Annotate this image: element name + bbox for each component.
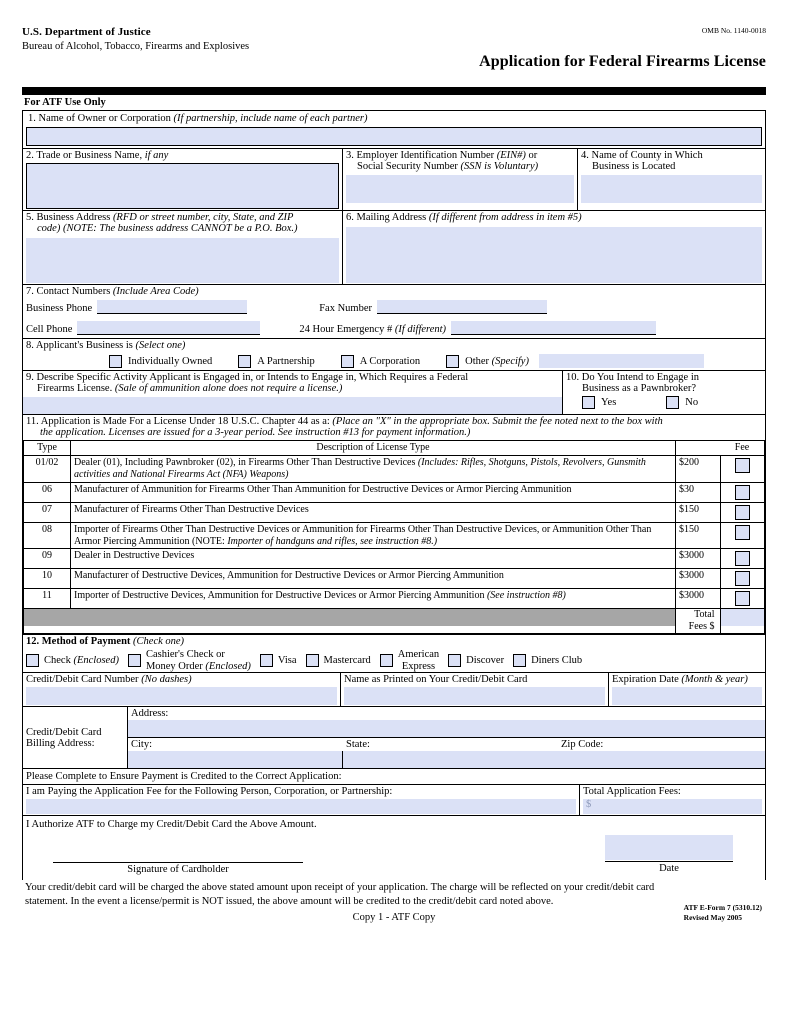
paying-for-input[interactable] [26, 799, 576, 814]
form-header [22, 26, 766, 78]
checkbox-payment-discover[interactable] [448, 654, 461, 667]
header-rule [22, 87, 766, 95]
item-10-label-line1 [566, 372, 762, 383]
item-6-mailing-address [343, 211, 765, 284]
item-3-hint: (EIN#) [496, 150, 526, 162]
payment-option-visa[interactable] [260, 654, 297, 667]
item-8-other-input[interactable] [539, 354, 704, 368]
table-row [24, 502, 765, 522]
cell-phone-input[interactable] [77, 321, 260, 335]
col-header-description: Description of License Type [71, 441, 676, 456]
item-7-row-2 [26, 321, 762, 335]
billing-address-block [23, 706, 765, 769]
item-1-number: 1. [28, 113, 36, 124]
license-fee-08: $150 [676, 522, 721, 549]
item-2-label [26, 150, 339, 161]
item-9-hint: (Sale of ammunition alone does not require a license.) [114, 383, 343, 395]
license-type-10: 10 [24, 569, 71, 589]
state-label: State: [346, 739, 370, 751]
zip-input[interactable] [558, 751, 765, 768]
table-row [24, 569, 765, 589]
desc-text: Importer of Destructive Devices, Ammunition for Destructive Devices or Armor Piercing Ammunition [74, 590, 487, 602]
item-1-name-of-owner [23, 111, 765, 149]
license-desc-07: Manufacturer of Firearms Other Than Destructive Devices [71, 502, 676, 522]
state-input[interactable] [343, 751, 558, 768]
label-payment-american-express [398, 649, 439, 672]
item-11-text: Application is Made For a License Under 18 U.S.C. Chapter 44 as a: [40, 416, 330, 428]
table-row [24, 522, 765, 549]
omb-number: OMB No. 1140-0018 [701, 26, 766, 35]
item-5-number: 5. [26, 212, 34, 224]
form-body [22, 111, 766, 880]
payment-option-american-express[interactable] [380, 649, 439, 672]
item-7-text: Contact Numbers [36, 286, 111, 298]
checkbox-license-11[interactable] [735, 591, 750, 606]
item-9-activity [23, 371, 563, 414]
item-9-input[interactable] [23, 397, 562, 414]
checkbox-payment-check[interactable] [26, 654, 39, 667]
license-type-07: 07 [24, 502, 71, 522]
item-5-input[interactable] [26, 238, 339, 283]
label-line2: Express [401, 660, 436, 672]
form-id-line1: ATF E-Form 7 (5310.12) [683, 903, 762, 913]
disclaimer-line1: Your credit/debit card will be charged the above stated amount upon receipt of your application. The charge will be reflected on your credit/debit card [25, 882, 655, 894]
license-type-09: 09 [24, 549, 71, 569]
label-italic: (Month & year) [681, 674, 748, 686]
license-type-0102: 01/02 [24, 456, 71, 483]
label-italic: (No dashes) [141, 674, 192, 686]
checkbox-payment-diners-club[interactable] [513, 654, 526, 667]
item-12-hint: (Check one) [133, 635, 185, 647]
item-10-options [566, 396, 762, 409]
agency-department: U.S. Department of Justice [22, 26, 151, 38]
item-11-label-line1 [26, 416, 762, 427]
license-checkbox-cell-10[interactable] [720, 569, 765, 589]
checkbox-payment-visa[interactable] [260, 654, 273, 667]
payment-option-check[interactable] [26, 654, 119, 667]
business-phone-label: Business Phone [26, 303, 93, 315]
total-application-fees-label: Total Application Fees: [583, 786, 681, 798]
item-8-text: Applicant's Business is [35, 340, 133, 352]
card-name-label: Name as Printed on Your Credit/Debit Card [344, 674, 528, 686]
street-address-label: Address: [131, 708, 169, 720]
license-table-header-row [24, 441, 765, 456]
emergency-number-hint: (If different) [394, 324, 447, 336]
item-6-label [346, 212, 762, 223]
card-number-input[interactable] [26, 687, 337, 705]
paying-for-row [23, 785, 765, 816]
total-fees-input[interactable] [721, 609, 765, 626]
city-label: City: [131, 739, 153, 751]
col-header-fee-spacer [676, 441, 721, 456]
item-7-contact-numbers [23, 285, 765, 339]
item-3-text-b: Social Security Number [357, 161, 458, 173]
page-title: Application for Federal Firearms License [479, 53, 766, 70]
footer-disclaimer [22, 880, 766, 908]
gray-block [24, 609, 675, 626]
checkbox-pawnbroker-no[interactable] [666, 396, 679, 409]
checkbox-a-partnership[interactable] [238, 355, 251, 368]
card-name-input[interactable] [344, 687, 605, 705]
billing-label-line2: Billing Address: [26, 737, 95, 749]
license-type-06: 06 [24, 482, 71, 502]
item-5-text: Business Address [36, 212, 111, 224]
item-2-hint: if any [144, 150, 169, 162]
item-11-hint-a: (Place an "X" in the appropriate box. Submit the fee noted next to the box with [332, 416, 663, 428]
license-fee-11: $3000 [676, 589, 721, 609]
zip-label: Zip Code: [561, 739, 604, 751]
copy-label: Copy 1 - ATF Copy [352, 912, 436, 924]
checkbox-other[interactable] [446, 355, 459, 368]
item-1-hint: (If partnership, include name of each partner) [173, 113, 368, 124]
table-row [24, 482, 765, 502]
checkbox-license-08[interactable] [735, 525, 750, 540]
item-8-options [26, 354, 762, 368]
table-row [24, 549, 765, 569]
item-4-input[interactable] [581, 175, 762, 203]
license-desc-06: Manufacturer of Ammunition for Firearms Other Than Ammunition for Destructive Devices or Armor Piercing Ammunition [71, 482, 676, 502]
checkbox-license-06[interactable] [735, 485, 750, 500]
item-9-label-line1 [26, 372, 559, 383]
item-3-text: Employer Identification Number [356, 150, 495, 162]
checkbox-a-corporation[interactable] [341, 355, 354, 368]
item-4-county [578, 149, 765, 210]
item-3-or: or [528, 150, 538, 162]
billing-address-fields [128, 707, 765, 768]
item-5-label-line1 [26, 212, 339, 223]
item-2-input[interactable] [26, 163, 339, 209]
footer-copy-line [22, 903, 766, 924]
card-name-cell [341, 673, 609, 706]
item-2-text: Trade or Business Name, [36, 150, 143, 162]
item-6-number: 6. [346, 212, 354, 224]
emergency-number-input[interactable] [451, 321, 656, 335]
label-payment-diners-club: Diners Club [531, 654, 583, 666]
date-line [605, 861, 733, 862]
license-fee-09: $3000 [676, 549, 721, 569]
label-payment-cashiers-check [146, 649, 251, 672]
item-6-input[interactable] [346, 227, 762, 283]
item-7-label [26, 286, 762, 297]
item-10-pawnbroker [563, 371, 765, 414]
atf-use-only-label: For ATF Use Only [22, 95, 766, 111]
license-type-08: 08 [24, 522, 71, 549]
label-other-hint: (Specify) [491, 355, 529, 367]
payment-option-mastercard[interactable] [306, 654, 371, 667]
city-state-zip-inputs [128, 751, 765, 768]
item-9-label-line2 [26, 383, 559, 394]
total-application-fees-input[interactable]: $ [583, 799, 762, 814]
item-8-business-type [23, 339, 765, 371]
emergency-number-label [299, 324, 446, 335]
signature-area [23, 832, 765, 880]
item-7-row-1 [26, 300, 762, 314]
total-fees-row [24, 609, 765, 634]
label-payment-visa: Visa [277, 654, 297, 666]
item-12-text: Method of Payment [41, 635, 131, 647]
item-12-label [26, 636, 762, 647]
checkbox-individually-owned[interactable] [109, 355, 122, 368]
items-2-3-4-row [23, 149, 765, 211]
total-fees-gray-cell [24, 609, 676, 634]
label-line2-italic: (Enclosed) [205, 660, 251, 672]
checkbox-payment-mastercard[interactable] [306, 654, 319, 667]
label-individually-owned[interactable]: Individually Owned [128, 355, 213, 367]
item-10-label-line2: Business as a Pawnbroker? [582, 383, 697, 395]
paying-for-cell [23, 785, 580, 815]
items-5-6-row [23, 211, 765, 285]
emergency-number-text: 24 Hour Emergency # [299, 324, 393, 336]
item-3-hint-b: (SSN is Voluntary) [460, 161, 539, 173]
label-italic: (Enclosed) [73, 654, 119, 666]
card-expiration-label [612, 674, 762, 685]
signature-line [53, 862, 303, 863]
label-text: Check [44, 654, 74, 666]
item-4-label-line2: Business is Located [592, 161, 676, 173]
checkbox-license-09[interactable] [735, 551, 750, 566]
label-line1: American [397, 648, 440, 660]
item-1-text: Name of Owner or Corporation [38, 113, 171, 124]
license-fee-06: $30 [676, 482, 721, 502]
label-text: Credit/Debit Card Number [26, 674, 142, 686]
checkbox-payment-cashiers-check[interactable] [128, 654, 141, 667]
card-expiration-input[interactable] [612, 687, 762, 705]
item-3-ein [343, 149, 578, 210]
desc-text: Importer of Firearms Other Than Destructive Devices or Ammunition for Firearms Other Than Destructive Devices, or Ammunition Other Than Armor Piercing Ammunition (NOTE: [74, 523, 652, 547]
form-identifier [684, 903, 762, 923]
payment-option-diners-club[interactable] [513, 654, 582, 667]
desc-italic: Importer of handguns and rifles, see instruction #8.) [227, 535, 438, 547]
label-text: Expiration Date [612, 674, 682, 686]
license-desc-11 [71, 589, 676, 609]
item-11-license-type [23, 415, 765, 440]
signature-label: Signature of Cardholder [127, 864, 229, 876]
desc-text: Dealer (01), Including Pawnbroker (02), in Firearms Other Than Destructive Devices [74, 457, 418, 469]
item-3-label-line1 [346, 150, 574, 161]
item-7-number: 7. [26, 286, 34, 298]
item-9-text-b: Firearms License. [37, 383, 113, 395]
item-8-label [26, 340, 762, 351]
item-10-text: Do You Intend to Engage in [581, 372, 699, 384]
license-desc-10: Manufacturer of Destructive Devices, Ammunition for Destructive Devices or Armor Piercing Ammunition [71, 569, 676, 589]
label-a-partnership[interactable]: A Partnership [257, 355, 315, 367]
items-9-10-row [23, 371, 765, 415]
cell-phone-label: Cell Phone [26, 324, 73, 336]
license-fee-07: $150 [676, 502, 721, 522]
item-2-trade-name [23, 149, 343, 210]
label-a-corporation[interactable]: A Corporation [359, 355, 421, 367]
label-line2: Money Order [145, 660, 206, 672]
label-line1: Cashier's Check or [145, 648, 225, 660]
street-address-input[interactable] [128, 720, 765, 737]
card-details-row [23, 672, 765, 706]
item-6-hint: (If different from address in item #5) [428, 212, 582, 224]
payment-credit-notice: Please Complete to Ensure Payment is Credited to the Correct Application: [23, 769, 765, 785]
license-checkbox-cell-0102[interactable] [720, 456, 765, 483]
payment-option-discover[interactable] [448, 654, 504, 667]
form-sheet [22, 26, 766, 923]
item-11-number: 11. [26, 416, 39, 428]
city-input[interactable] [128, 751, 343, 768]
license-type-11: 11 [24, 589, 71, 609]
item-5-business-address [23, 211, 343, 284]
date-label: Date [659, 863, 679, 875]
license-desc-0102 [71, 456, 676, 483]
date-input[interactable] [605, 835, 733, 860]
city-state-zip-labels [128, 737, 765, 751]
license-fee-10: $3000 [676, 569, 721, 589]
item-12-method-of-payment [23, 634, 765, 672]
license-checkbox-cell-07[interactable] [720, 502, 765, 522]
item-8-number: 8. [26, 340, 34, 352]
item-7-hint: (Include Area Code) [112, 286, 199, 298]
license-fee-0102: $200 [676, 456, 721, 483]
label-other-text: Other [465, 355, 492, 367]
item-4-text: Name of County in Which [591, 150, 703, 162]
item-8-hint: (Select one) [135, 340, 186, 352]
item-6-text: Mailing Address [356, 212, 427, 224]
item-3-number: 3. [346, 150, 354, 162]
disclaimer-line2: statement. In the event a license/permit is NOT issued, the above amount will be credited to the credit/debit card noted above. [25, 895, 554, 907]
label-pawnbroker-no[interactable]: No [685, 397, 699, 409]
desc-italic: (See instruction #8) [486, 590, 566, 602]
license-desc-08 [71, 522, 676, 549]
item-4-label-line1 [581, 150, 762, 161]
item-3-input[interactable] [346, 175, 574, 203]
billing-address-label [23, 707, 128, 768]
label-pawnbroker-yes[interactable]: Yes [601, 397, 617, 409]
checkbox-pawnbroker-yes[interactable] [582, 396, 595, 409]
fax-number-input[interactable] [377, 300, 547, 314]
item-3-label-line2 [346, 161, 574, 172]
license-type-table [23, 440, 765, 634]
card-expiration-cell [609, 673, 765, 706]
checkbox-license-07[interactable] [735, 505, 750, 520]
desc-italic: (Includes: Rifles, Shotguns, Pistols, Revolvers, Gunsmith activities and National Firearms Act (NFA) Weapons) [74, 457, 646, 480]
license-checkbox-cell-06[interactable] [720, 482, 765, 502]
license-checkbox-cell-08[interactable] [720, 522, 765, 549]
label-payment-discover: Discover [466, 654, 505, 666]
payment-option-cashiers-check[interactable] [128, 649, 251, 672]
billing-label-line1: Credit/Debit Card [26, 726, 102, 738]
table-row [24, 456, 765, 483]
payment-methods [26, 649, 762, 672]
item-1-input[interactable] [26, 127, 762, 146]
checkbox-payment-american-express[interactable] [380, 654, 393, 667]
item-1-label [25, 112, 763, 125]
card-number-cell [23, 673, 341, 706]
license-desc-09: Dealer in Destructive Devices [71, 549, 676, 569]
license-checkbox-cell-11[interactable] [720, 589, 765, 609]
item-11-label-line2: the application. Licenses are issued for a 3-year period. See instruction #13 for payment information.) [40, 427, 471, 439]
checkbox-license-10[interactable] [735, 571, 750, 586]
table-row [24, 589, 765, 609]
business-phone-input[interactable] [97, 300, 247, 314]
item-5-label-line2: code) (NOTE: The business address CANNOT be a P.O. Box.) [37, 223, 298, 235]
checkbox-license-0102[interactable] [735, 458, 750, 473]
col-header-fee: Fee [720, 441, 765, 456]
license-checkbox-cell-09[interactable] [720, 549, 765, 569]
total-application-fees-cell [580, 785, 765, 815]
label-payment-mastercard: Mastercard [323, 654, 371, 666]
item-9-number: 9. [26, 372, 34, 384]
item-10-number: 10. [566, 372, 580, 384]
item-5-hint: (RFD or street number, city, State, and ZIP [112, 212, 294, 224]
authorization-text: I Authorize ATF to Charge my Credit/Debit Card the Above Amount. [26, 819, 317, 831]
paying-for-label: I am Paying the Application Fee for the Following Person, Corporation, or Partnership: [26, 786, 393, 798]
col-header-type: Type [24, 441, 71, 456]
form-id-line2: Revised May 2005 [683, 913, 742, 923]
label-payment-check [44, 655, 119, 667]
fax-number-label: Fax Number [319, 303, 373, 315]
card-number-label [26, 674, 337, 685]
item-2-number: 2. [26, 150, 34, 162]
item-4-number: 4. [581, 150, 589, 162]
total-fees-input-cell[interactable] [720, 609, 765, 634]
agency-bureau: Bureau of Alcohol, Tobacco, Firearms and Explosives [22, 41, 250, 52]
item-12-number: 12. [26, 635, 40, 647]
total-fees-label: Total Fees $ [676, 609, 721, 634]
label-other[interactable] [465, 356, 529, 367]
item-9-text: Describe Specific Activity Applicant is Engaged in, or Intends to Engage in, Which Requires a Federal [36, 372, 469, 384]
